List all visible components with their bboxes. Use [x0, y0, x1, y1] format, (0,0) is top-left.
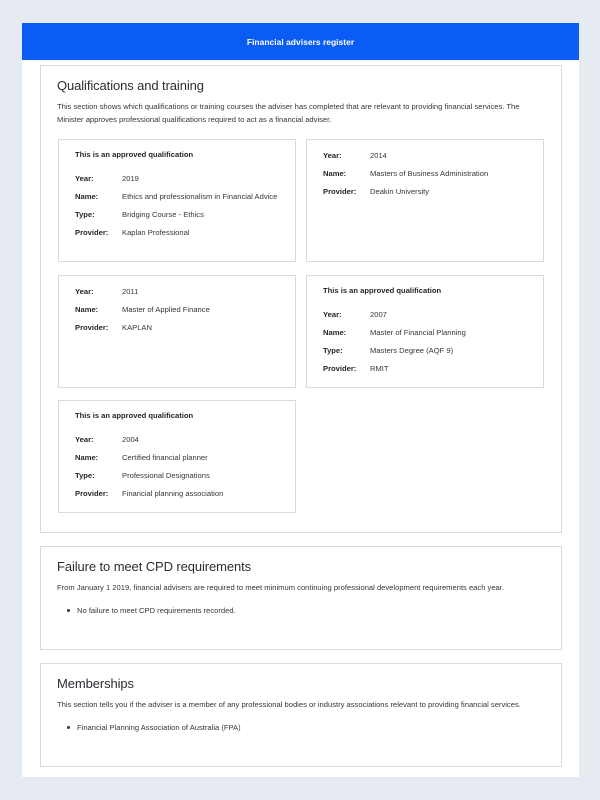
name-value: Certified financial planner — [122, 453, 208, 462]
provider-value: Kaplan Professional — [122, 228, 190, 237]
provider-label: Provider: — [323, 187, 357, 196]
type-label: Type: — [75, 210, 95, 219]
approved-qualification-label: This is an approved qualification — [323, 286, 442, 295]
type-value: Professional Designations — [122, 471, 210, 480]
type-value: Masters Degree (AQF 9) — [370, 346, 454, 355]
year-value: 2004 — [122, 435, 139, 444]
year-value: 2007 — [370, 310, 387, 319]
provider-label: Provider: — [75, 323, 109, 332]
year-value: 2011 — [122, 287, 139, 296]
name-label: Name: — [75, 453, 99, 462]
type-label: Type: — [75, 471, 95, 480]
qualifications-description: This section shows which qualifications or training courses the adviser has completed that are relevant to providing financial services. The Minister approves professional qualifications required to act as a financial adviser. — [57, 102, 520, 124]
approved-qualification-label: This is an approved qualification — [75, 411, 194, 420]
year-label: Year: — [323, 151, 342, 160]
year-value: 2019 — [122, 174, 139, 183]
type-label: Type: — [323, 346, 343, 355]
qualification-card — [58, 275, 296, 388]
name-value: Masters of Business Administration — [370, 169, 489, 178]
year-value: 2014 — [370, 151, 387, 160]
name-value: Ethics and professionalism in Financial Advice — [122, 192, 278, 201]
header-title: Financial advisers register — [246, 36, 355, 47]
qualification-card — [306, 275, 544, 388]
name-label: Name: — [75, 305, 99, 314]
provider-value: RMIT — [370, 364, 389, 373]
name-value: Master of Financial Planning — [370, 328, 466, 337]
provider-label: Provider: — [75, 228, 109, 237]
memberships-description: This section tells you if the adviser is a member of any professional bodies or industry associations relevant to providing financial services. — [57, 700, 521, 709]
provider-label: Provider: — [75, 489, 109, 498]
name-label: Name: — [323, 328, 347, 337]
memberships-list — [57, 722, 545, 734]
year-label: Year: — [75, 287, 94, 296]
name-label: Name: — [323, 169, 347, 178]
qualifications-title: Qualifications and training — [57, 78, 204, 93]
qualifications-section — [40, 65, 562, 533]
qualification-card — [58, 139, 296, 262]
list-item: No failure to meet CPD requirements recorded. — [77, 605, 545, 617]
cpd-description: From January 1 2019, financial advisers are required to meet minimum continuing professional development requirements each year. — [57, 583, 504, 592]
year-label: Year: — [75, 174, 94, 183]
register-page — [22, 23, 579, 777]
list-item: Financial Planning Association of Australia (FPA) — [77, 722, 545, 734]
name-value: Master of Applied Finance — [122, 305, 210, 314]
year-label: Year: — [323, 310, 342, 319]
name-label: Name: — [75, 192, 99, 201]
provider-value: KAPLAN — [122, 323, 152, 332]
year-label: Year: — [75, 435, 94, 444]
memberships-title: Memberships — [57, 676, 134, 691]
provider-value: Financial planning association — [122, 489, 224, 498]
qualification-card — [58, 400, 296, 513]
type-value: Bridging Course - Ethics — [122, 210, 204, 219]
provider-value: Deakin University — [370, 187, 430, 196]
header-bar — [22, 23, 579, 60]
cpd-title: Failure to meet CPD requirements — [57, 559, 252, 574]
cpd-list — [57, 605, 545, 617]
cpd-section — [40, 546, 562, 650]
provider-label: Provider: — [323, 364, 357, 373]
qualification-card — [306, 139, 544, 262]
approved-qualification-label: This is an approved qualification — [75, 150, 194, 159]
memberships-section — [40, 663, 562, 767]
